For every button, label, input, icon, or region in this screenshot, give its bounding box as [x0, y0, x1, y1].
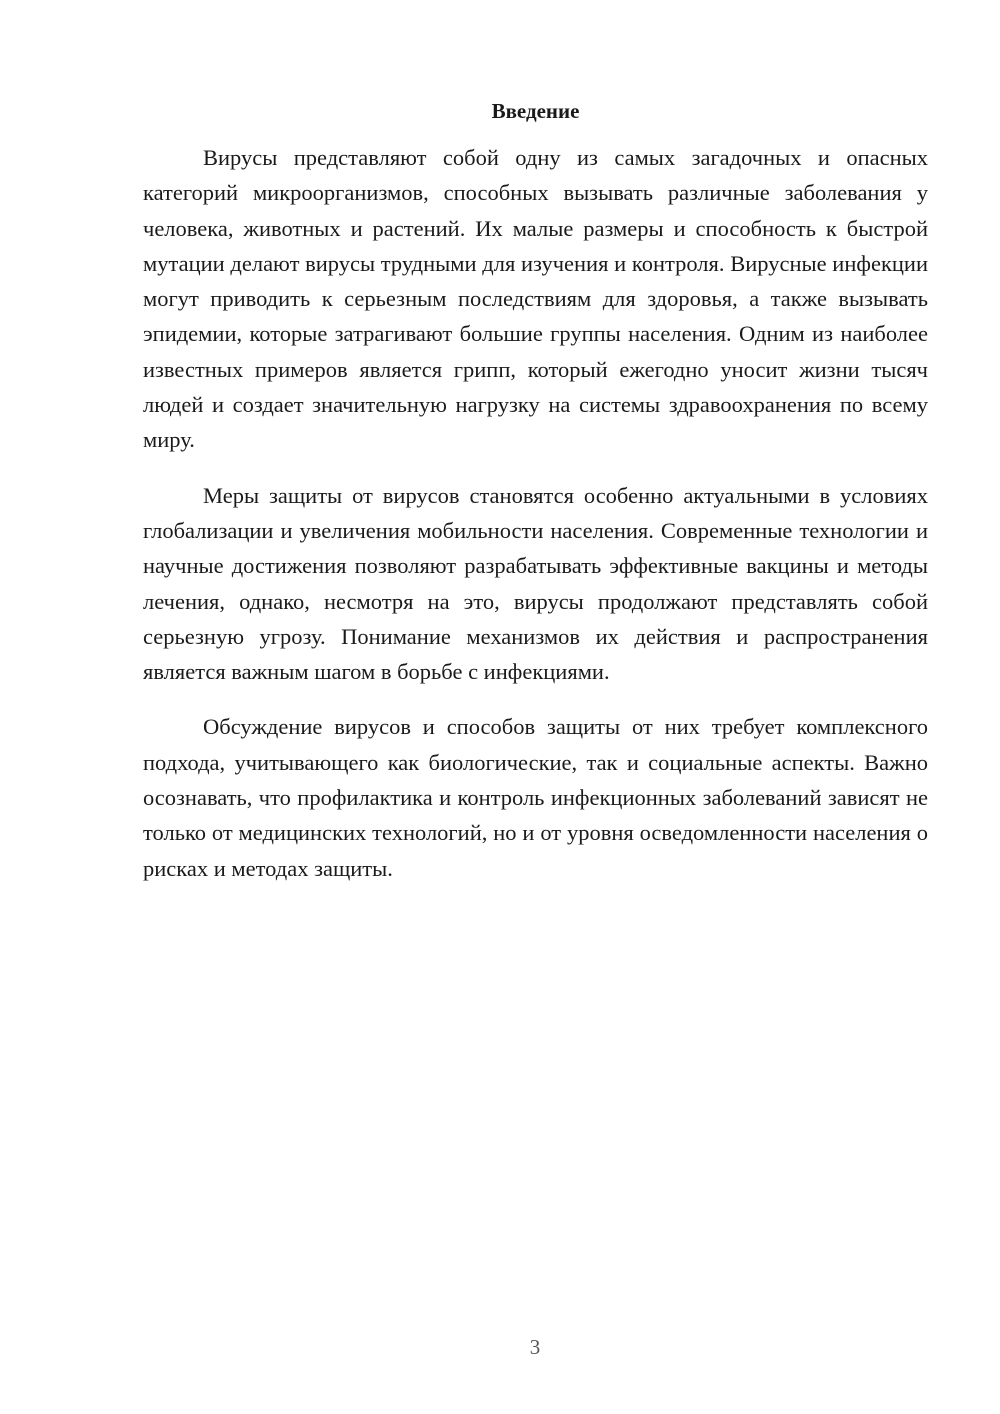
- paragraph-2: Меры защиты от вирусов становятся особенно актуальными в условиях глобализации и увеличения мобильности населения. Современные технологии и научные достижения позволяют разрабатывать эффективные вакцины и методы лечения, однако, несмотря на это, вирусы продолжают представлять собой серьезную угрозу. Понимание механизмов их действия и распространения является важным шагом в борьбе с инфекциями.: [143, 482, 928, 685]
- section-title: Введение: [491, 99, 580, 123]
- page-content: [143, 96, 928, 906]
- paragraph-3: Обсуждение вирусов и способов защиты от них требует комплексного подхода, учитывающего как биологические, так и социальные аспекты. Важно осознавать, что профилактика и контроль инфекционных заболеваний зависят не только от медицинских технологий, но и от уровня осведомленности населения о рисках и методах защиты.: [143, 714, 928, 881]
- page-number: 3: [529, 1335, 541, 1359]
- paragraph-1: Вирусы представляют собой одну из самых загадочных и опасных категорий микроорганизмов, способных вызывать различные заболевания у человека, животных и растений. Их малые размеры и способность к быстрой мутации делают вирусы трудными для изучения и контроля. Вирусные инфекции могут приводить к серьезным последствиям для здоровья, а также вызывать эпидемии, которые затрагивают большие группы населения. Одним из наиболее известных примеров является грипп, который ежегодно уносит жизни тысяч людей и создает значительную нагрузку на системы здравоохранения по всему миру.: [143, 145, 928, 453]
